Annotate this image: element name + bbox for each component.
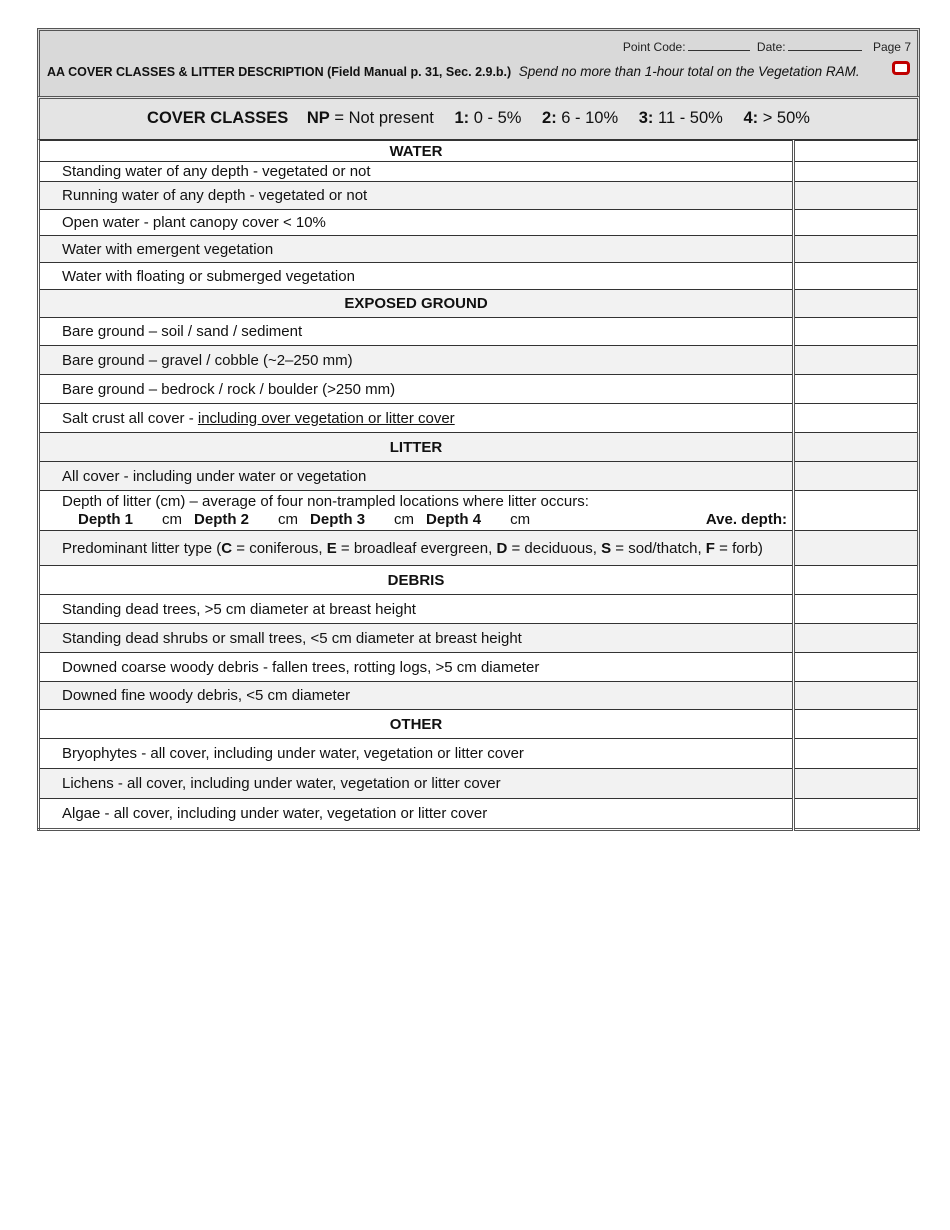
row-label: Downed fine woody debris, <5 cm diameter xyxy=(39,682,794,710)
table-row xyxy=(39,375,919,404)
legend-2-key: 2: xyxy=(542,109,557,127)
value-cell[interactable] xyxy=(794,462,919,491)
value-cell[interactable] xyxy=(794,531,919,566)
section-header-water: WATER xyxy=(39,141,794,162)
value-cell[interactable] xyxy=(794,318,919,346)
legend-np-key: NP xyxy=(306,109,330,127)
legend-3-text: 11 - 50% xyxy=(658,109,723,127)
row-label: Downed coarse woody debris - fallen trees, rotting logs, >5 cm diameter xyxy=(39,653,794,682)
value-cell[interactable] xyxy=(794,141,919,162)
depth-1-unit: cm xyxy=(162,510,183,528)
litter-text-c: = coniferous, xyxy=(232,539,327,557)
value-cell[interactable] xyxy=(794,162,919,182)
litter-text-e: = broadleaf evergreen, xyxy=(336,539,497,557)
value-cell[interactable] xyxy=(794,653,919,682)
value-cell[interactable] xyxy=(794,404,919,433)
depth-description: Depth of litter (cm) – average of four non-trampled locations where litter occurs: xyxy=(62,492,589,510)
row-label: Algae - all cover, including under water, vegetation or litter cover xyxy=(39,799,794,830)
value-cell[interactable] xyxy=(794,566,919,595)
litter-text-d: = deciduous, xyxy=(507,539,602,557)
value-cell[interactable] xyxy=(794,182,919,210)
legend-np-text: = Not present xyxy=(334,109,434,127)
table-row xyxy=(39,682,919,710)
litter-key-f: F xyxy=(705,539,715,557)
row-label: Water with floating or submerged vegetation xyxy=(39,263,794,290)
depth-entry-line xyxy=(62,511,792,528)
depth-1-label: Depth 1 xyxy=(78,510,134,528)
row-label: Running water of any depth - vegetated or not xyxy=(39,182,794,210)
row-label: Bare ground – soil / sand / sediment xyxy=(39,318,794,346)
value-cell[interactable] xyxy=(794,236,919,263)
point-code-field[interactable] xyxy=(688,40,750,51)
table-row xyxy=(39,799,919,830)
table-row xyxy=(39,182,919,210)
litter-text-f: = forb) xyxy=(714,539,763,557)
table-row xyxy=(39,346,919,375)
form-subtitle xyxy=(47,64,860,79)
value-cell[interactable] xyxy=(794,210,919,236)
value-cell[interactable] xyxy=(794,433,919,462)
litter-key-c: C xyxy=(221,539,233,557)
salt-crust-underlined: including over vegetation or litter cover xyxy=(197,409,455,427)
value-cell[interactable] xyxy=(794,799,919,830)
date-label: Date: xyxy=(756,40,786,54)
litter-key-e: E xyxy=(326,539,337,557)
table-row xyxy=(39,531,919,566)
litter-key-d: D xyxy=(496,539,508,557)
litter-text-s: = sod/thatch, xyxy=(611,539,706,557)
legend-2-text: 6 - 10% xyxy=(561,109,619,127)
salt-crust-prefix: Salt crust all cover - xyxy=(62,409,198,427)
value-cell[interactable] xyxy=(794,491,919,531)
row-label: Standing dead trees, >5 cm diameter at breast height xyxy=(39,595,794,624)
table-row xyxy=(39,210,919,236)
form-header xyxy=(37,28,920,96)
section-header-litter: LITTER xyxy=(39,433,794,462)
legend-3-key: 3: xyxy=(638,109,654,127)
date-field[interactable] xyxy=(788,40,862,51)
page-number: Page 7 xyxy=(872,40,911,54)
value-cell[interactable] xyxy=(794,739,919,769)
litter-type-prefix: Predominant litter type ( xyxy=(62,539,222,557)
row-label: Bare ground – gravel / cobble (~2–250 mm) xyxy=(39,346,794,375)
legend-4-key: 4: xyxy=(743,109,759,127)
table-row xyxy=(39,624,919,653)
row-label: Lichens - all cover, including under water, vegetation or litter cover xyxy=(39,769,794,799)
depth-4-unit: cm xyxy=(510,510,531,528)
value-cell[interactable] xyxy=(794,263,919,290)
legend-1-text: 0 - 5% xyxy=(473,109,522,127)
cover-table xyxy=(37,140,920,831)
depth-2-label: Depth 2 xyxy=(194,510,250,528)
section-header-other: OTHER xyxy=(39,710,794,739)
legend-title: COVER CLASSES xyxy=(147,109,289,127)
row-label xyxy=(39,531,794,566)
row-label xyxy=(39,491,794,531)
row-label: Open water - plant canopy cover < 10% xyxy=(39,210,794,236)
table-row xyxy=(39,318,919,346)
table-row xyxy=(39,769,919,799)
value-cell[interactable] xyxy=(794,346,919,375)
table-row xyxy=(39,404,919,433)
depth-4-label: Depth 4 xyxy=(426,510,482,528)
row-label xyxy=(39,404,794,433)
value-cell[interactable] xyxy=(794,290,919,318)
legend-4-text: > 50% xyxy=(762,109,810,127)
value-cell[interactable] xyxy=(794,710,919,739)
row-label: Standing water of any depth - vegetated or not xyxy=(39,162,794,182)
table-row xyxy=(39,739,919,769)
row-label: Bare ground – bedrock / rock / boulder (>250 mm) xyxy=(39,375,794,404)
point-code-label: Point Code: xyxy=(622,40,686,54)
section-header-exposed-ground: EXPOSED GROUND xyxy=(39,290,794,318)
ave-depth-label: Ave. depth: xyxy=(705,510,787,528)
litter-depth-row xyxy=(39,491,919,531)
cover-classes-legend xyxy=(37,96,920,140)
row-label: Water with emergent vegetation xyxy=(39,236,794,263)
section-header-debris: DEBRIS xyxy=(39,566,794,595)
depth-2-unit: cm xyxy=(278,510,299,528)
table-row xyxy=(39,462,919,491)
litter-key-s: S xyxy=(601,539,612,557)
value-cell[interactable] xyxy=(794,682,919,710)
table-row xyxy=(39,162,919,182)
value-cell[interactable] xyxy=(794,375,919,404)
table-row xyxy=(39,653,919,682)
row-label: Bryophytes - all cover, including under water, vegetation or litter cover xyxy=(39,739,794,769)
row-label: All cover - including under water or vegetation xyxy=(39,462,794,491)
value-cell[interactable] xyxy=(794,624,919,653)
table-row xyxy=(39,236,919,263)
value-cell[interactable] xyxy=(794,595,919,624)
form-title: AA COVER CLASSES & LITTER DESCRIPTION (Field Manual p. 31, Sec. 2.9.b.) xyxy=(47,65,512,79)
cover-classes-form xyxy=(37,28,920,831)
depth-3-unit: cm xyxy=(394,510,415,528)
row-label: Standing dead shrubs or small trees, <5 cm diameter at breast height xyxy=(39,624,794,653)
form-meta xyxy=(623,40,911,54)
depth-3-label: Depth 3 xyxy=(310,510,366,528)
time-note: Spend no more than 1-hour total on the Vegetation RAM. xyxy=(518,64,860,79)
legend-1-key: 1: xyxy=(454,109,470,127)
table-row xyxy=(39,263,919,290)
table-row xyxy=(39,595,919,624)
checkbox-icon[interactable] xyxy=(892,61,910,75)
value-cell[interactable] xyxy=(794,769,919,799)
